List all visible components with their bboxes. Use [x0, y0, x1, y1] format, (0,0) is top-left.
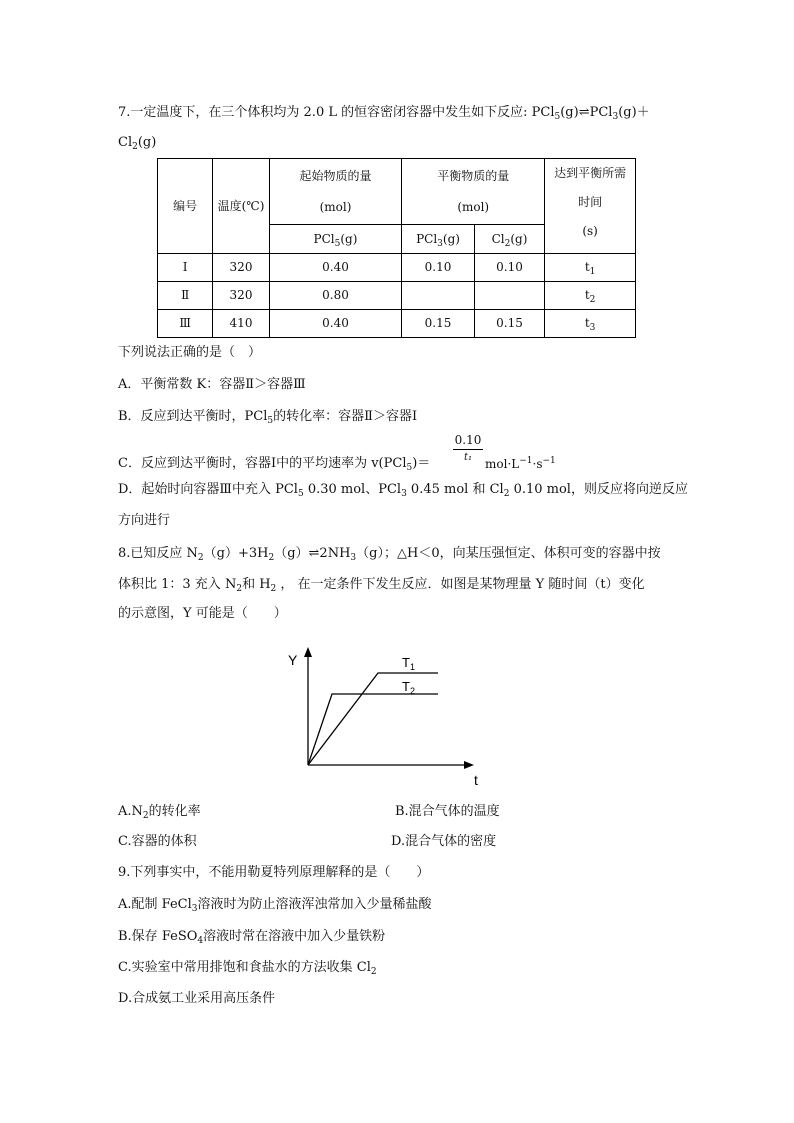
q7-stem-line2: $Cl_2(g)$	[118, 135, 157, 152]
q8-option-d: D.混合气体的密度	[391, 834, 497, 849]
header-id: 编号	[158, 159, 213, 254]
curve-t2	[308, 694, 438, 765]
q8-option-b: B.混合气体的温度	[395, 804, 500, 819]
table-row: Ⅱ 320 0.80 $t_2$	[158, 282, 636, 310]
header-equilibrium: 平衡物质的量 (mol)	[402, 159, 545, 225]
y-axis-arrow	[304, 647, 312, 657]
q8-stem-line1: 8.已知反应 $N_2(g)+3H_2(g)\rightleftharpoons 2NH_3(g)$；△H＜0，向某压强恒定、体积可变的容器中按	[118, 546, 661, 563]
q7-option-d: D．起始时向容器Ⅲ中充入 PCl$_5$ 0.30 mol、PCl$_3$ 0.45 mol 和 $Cl_2$ 0.10 mol，则反应将向逆反应	[118, 482, 688, 499]
q7-option-d-line2: 方向进行	[118, 513, 171, 528]
q9-option-a: A.配制 FeCl$_3$溶液时为防止溶液浑浊常加入少量稀盐酸	[118, 897, 432, 914]
table-row: Ⅲ 410 0.40 0.15 0.15 $t_3$	[158, 310, 636, 338]
q8-option-c: C.容器的体积	[118, 834, 197, 849]
q9-option-b: B.保存 FeSO$_4$溶液时常在溶液中加入少量铁粉	[118, 929, 386, 946]
rate-fraction: 0.10 t₁	[454, 433, 482, 463]
subheader-pcl3: PCl$_3$(g)	[402, 225, 475, 254]
subheader-cl2: $Cl_2(g)$	[474, 225, 544, 254]
rate-unit: $mol\cdot L^{-1}\cdot s^{-1}$	[485, 456, 556, 471]
q7-option-c: C．反应到达平衡时，容器Ⅰ中的平均速率为 v(PCl$_5$)＝	[118, 456, 431, 473]
x-axis-label: t	[474, 772, 478, 788]
y-axis-label: Y	[288, 652, 298, 668]
table-row: Ⅰ 320 0.40 0.10 0.10 $t_1$	[158, 254, 636, 282]
q7-stem-line1: 7.一定温度下，在三个体积均为 2.0 L 的恒容密闭容器中发生如下反应: PCl$_5$(g)⇌PCl$_3$(g)＋	[118, 105, 650, 122]
q7-option-a: A．平衡常数 K：容器Ⅱ＞容器Ⅲ	[118, 377, 306, 392]
q8-stem-line3: 的示意图，Y 可能是（ ）	[118, 606, 287, 621]
header-time: 达到平衡所需 时间 (s)	[545, 159, 636, 254]
curve-t1	[308, 673, 438, 765]
q9-option-c: C.实验室中常用排饱和食盐水的方法收集 $Cl_2$	[118, 960, 377, 977]
q8-option-a: $A.N_2$的转化率	[118, 804, 201, 821]
q7-prompt: 下列说法正确的是（ ）	[118, 345, 262, 360]
y-vs-t-graph	[282, 645, 492, 795]
q9-stem: 9.下列事实中，不能用勒夏特列原理解释的是（ ）	[118, 865, 430, 880]
q9-option-d: D.合成氨工业采用高压条件	[118, 991, 276, 1006]
q7-data-table	[157, 158, 636, 338]
q7-option-b: B．反应到达平衡时，PCl$_5$的转化率：容器Ⅱ＞容器Ⅰ	[118, 409, 418, 426]
header-start: 起始物质的量 (mol)	[269, 159, 402, 225]
header-temp: 温度(℃)	[213, 159, 269, 254]
subheader-pcl5: PCl$_5$(g)	[269, 225, 402, 254]
curve-t1-label: $T_1$	[402, 655, 415, 672]
q8-stem-line2: 体积比 1：3 充入 $N_2$和 $H_2$ ， 在一定条件下发生反应．如图是某物理量 Y 随时间（t）变化	[118, 577, 645, 594]
curve-t2-label: $T_2$	[402, 679, 415, 696]
x-axis-arrow	[464, 761, 474, 769]
